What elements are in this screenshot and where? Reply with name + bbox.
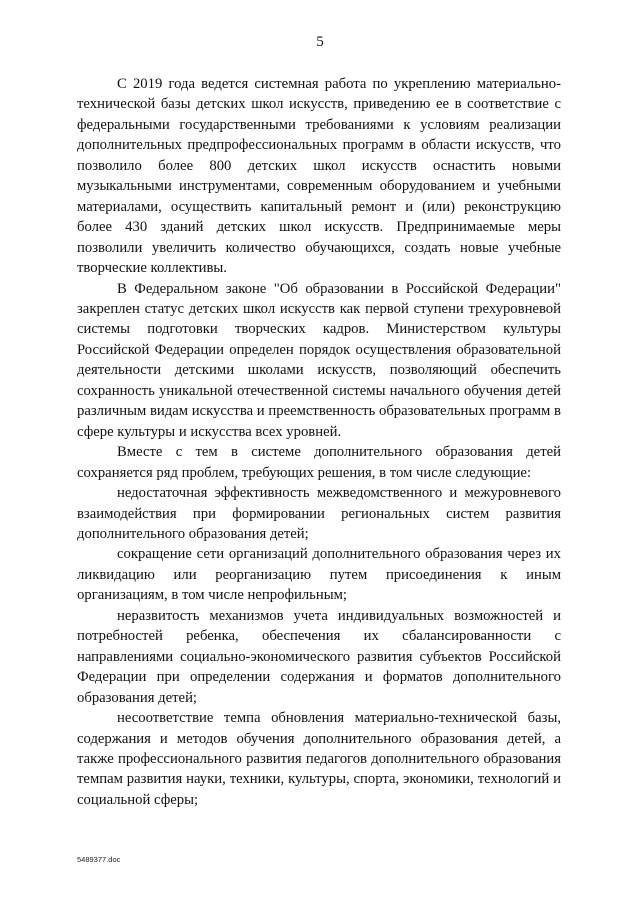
paragraph-federal-law: В Федеральном законе "Об образовании в Российской Федерации" закреплен статус детских школ искусств как первой ступени трехуровневой системы подготовки творческих кадров. Министерством культуры Российской Федерации определен порядок осуществления образовательной деятельности детскими школами искусств, позволяющий обеспечить сохранность уникальной отечественной системы начального обучения детей различным видам искусства и преемственность образовательных программ в сфере культуры и искусства всех уровней.	[77, 280, 561, 440]
paragraph-material-base: С 2019 года ведется системная работа по укреплению материально-технической базы детских школ искусств, приведению ее в соответствие с федеральными государственными требованиями к условиям реализации дополнительных предпрофессиональных программ в области искусств, что позволило более 800 детских школ искусств оснастить новыми музыкальными инструментами, современным оборудованием и учебными материалами, осуществить капитальный ремонт и (или) реконструкцию более 430 зданий детских школ искусств. Предпринимаемые меры позволили увеличить количество обучающихся, создать новые учебные творческие коллективы.	[77, 76, 561, 277]
paragraph-problems-intro: Вместе с тем в системе дополнительного образования детей сохраняется ряд проблем, требующих решения, в том числе следующие:	[77, 444, 561, 481]
document-code: 5489377.doc	[77, 855, 121, 864]
page-number: 5	[316, 34, 324, 50]
list-item-interaction: недостаточная эффективность межведомственного и межуровневого взаимодействия при формировании региональных систем развития дополнительного образования детей;	[77, 485, 561, 542]
list-item-network-reduction: сокращение сети организаций дополнительного образования через их ликвидацию или реорганизацию путем присоединения к иным организациям, в том числе непрофильным;	[77, 546, 561, 604]
document-body	[77, 74, 561, 810]
list-item-mechanisms: неразвитость механизмов учета индивидуальных возможностей и потребностей ребенка, обеспечения их сбалансированности с направлениями социально-экономического развития субъектов Российской Федерации при определении содержания и форматов дополнительного образования детей;	[77, 607, 561, 706]
list-item-pace-mismatch: несоответствие темпа обновления материально-технической базы, содержания и методов обучения дополнительного образования детей, а также профессионального развития педагогов дополнительного образования темпам развития науки, техники, культуры, спорта, экономики, технологий и социальной сферы;	[77, 710, 561, 808]
